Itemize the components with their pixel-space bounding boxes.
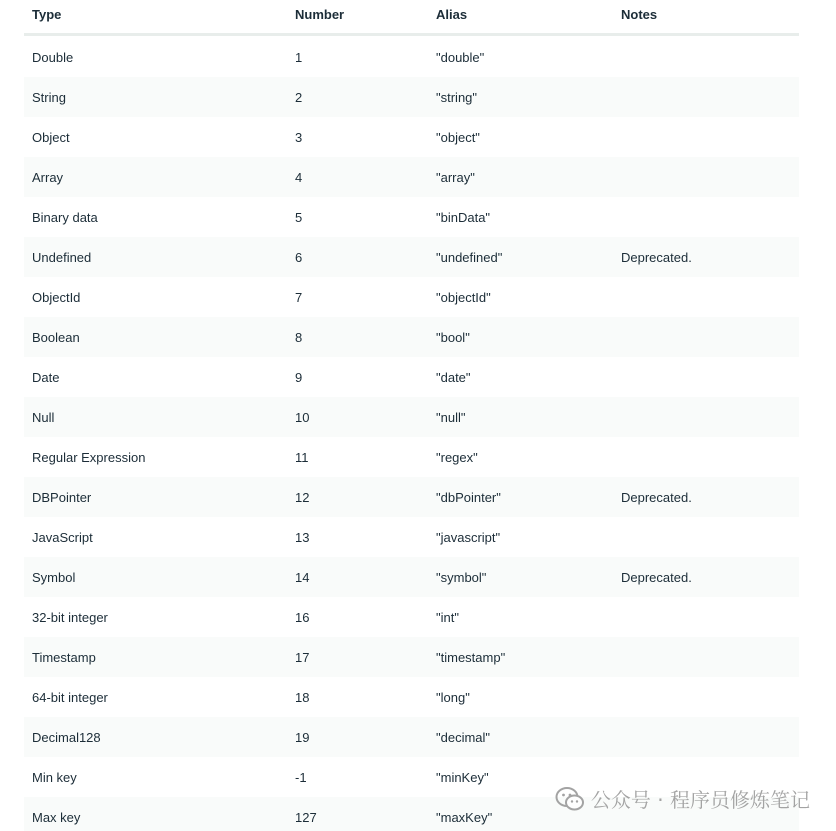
cell-number: 1 — [295, 50, 303, 66]
cell-number: 6 — [287, 237, 428, 277]
cell-number: 12 — [287, 477, 428, 517]
cell-number: 127 — [287, 797, 428, 831]
cell-type: Min key — [32, 769, 77, 785]
cell-type: DBPointer — [24, 477, 287, 517]
cell-notes: Deprecated. — [613, 477, 799, 517]
table-row — [24, 117, 799, 157]
cell-notes — [613, 677, 799, 717]
cell-type: ObjectId — [32, 289, 81, 305]
bson-types-table — [24, 0, 799, 831]
cell-number: -1 — [295, 769, 307, 785]
cell-number: 8 — [287, 317, 428, 357]
table-row — [24, 597, 799, 637]
cell-alias: "objectId" — [436, 289, 491, 305]
cell-type: Undefined — [24, 237, 287, 277]
table-row — [24, 677, 799, 717]
header-notes: Notes — [613, 0, 799, 34]
cell-alias: "date" — [436, 369, 471, 385]
cell-notes — [613, 157, 799, 197]
header-number: Number — [287, 0, 428, 34]
cell-number: 16 — [295, 609, 310, 625]
cell-alias: "timestamp" — [428, 637, 613, 677]
table-row — [24, 397, 799, 437]
cell-type: Boolean — [24, 317, 287, 357]
cell-alias: "javascript" — [436, 529, 501, 545]
table-row — [24, 557, 799, 597]
table-row — [24, 317, 799, 357]
cell-alias: "dbPointer" — [428, 477, 613, 517]
table-row — [24, 717, 799, 757]
cell-number: 2 — [287, 77, 428, 117]
cell-alias: "long" — [436, 689, 470, 705]
watermark — [555, 784, 810, 813]
cell-number: 4 — [287, 157, 428, 197]
table-row — [24, 637, 799, 677]
cell-number: 5 — [295, 209, 303, 225]
cell-notes — [613, 277, 799, 317]
cell-notes — [613, 597, 799, 637]
cell-notes — [613, 197, 799, 237]
cell-type: String — [24, 77, 287, 117]
cell-number: 9 — [295, 369, 303, 385]
cell-alias: "symbol" — [428, 557, 613, 597]
cell-notes — [613, 357, 799, 397]
table-row — [24, 34, 799, 77]
cell-alias: "array" — [428, 157, 613, 197]
cell-type: Object — [32, 129, 70, 145]
table-header-row — [24, 0, 799, 34]
wechat-icon — [555, 786, 585, 812]
cell-notes — [613, 117, 799, 157]
cell-alias: "undefined" — [428, 237, 613, 277]
cell-alias: "int" — [436, 609, 459, 625]
cell-notes: Deprecated. — [613, 557, 799, 597]
cell-type: Timestamp — [24, 637, 287, 677]
cell-type: 64-bit integer — [32, 689, 108, 705]
cell-number: 11 — [295, 449, 309, 465]
table-row — [24, 77, 799, 117]
header-alias: Alias — [428, 0, 613, 34]
cell-number: 7 — [295, 289, 303, 305]
cell-alias: "bool" — [428, 317, 613, 357]
table-header — [24, 0, 799, 34]
cell-number: 19 — [287, 717, 428, 757]
cell-type: Null — [24, 397, 287, 437]
cell-number: 13 — [295, 529, 310, 545]
cell-type: Double — [32, 50, 74, 66]
table-row — [24, 157, 799, 197]
cell-alias: "minKey" — [436, 769, 489, 785]
cell-type: Date — [32, 369, 60, 385]
cell-notes — [613, 717, 799, 757]
cell-type: 32-bit integer — [32, 609, 108, 625]
cell-number: 14 — [287, 557, 428, 597]
cell-type: JavaScript — [32, 529, 93, 545]
cell-alias: "double" — [436, 50, 485, 66]
table-row — [24, 277, 799, 317]
table-row — [24, 517, 799, 557]
cell-notes — [613, 317, 799, 357]
table-row — [24, 237, 799, 277]
cell-alias: "string" — [428, 77, 613, 117]
cell-alias: "regex" — [436, 449, 478, 465]
cell-alias: "binData" — [436, 209, 491, 225]
cell-notes — [613, 34, 799, 77]
cell-alias: "decimal" — [428, 717, 613, 757]
cell-type: Symbol — [24, 557, 287, 597]
cell-number: 10 — [287, 397, 428, 437]
cell-number: 18 — [295, 689, 310, 705]
table-row — [24, 357, 799, 397]
cell-type: Max key — [24, 797, 287, 831]
watermark-text: 公众号 · 程序员修炼笔记 — [590, 788, 810, 812]
cell-notes — [613, 77, 799, 117]
cell-notes — [613, 397, 799, 437]
table-row — [24, 437, 799, 477]
cell-notes: Deprecated. — [613, 237, 799, 277]
cell-notes — [613, 437, 799, 477]
cell-type: Array — [24, 157, 287, 197]
table-row — [24, 197, 799, 237]
table-body — [24, 34, 799, 831]
header-type: Type — [24, 0, 287, 34]
cell-number: 17 — [287, 637, 428, 677]
cell-alias: "object" — [436, 129, 480, 145]
cell-alias: "null" — [428, 397, 613, 437]
cell-type: Regular Expression — [32, 449, 146, 465]
table-row — [24, 477, 799, 517]
cell-notes — [613, 517, 799, 557]
cell-notes — [613, 637, 799, 677]
cell-alias: "maxKey" — [428, 797, 613, 831]
cell-number: 3 — [295, 129, 303, 145]
cell-type: Binary data — [32, 209, 98, 225]
cell-type: Decimal128 — [24, 717, 287, 757]
